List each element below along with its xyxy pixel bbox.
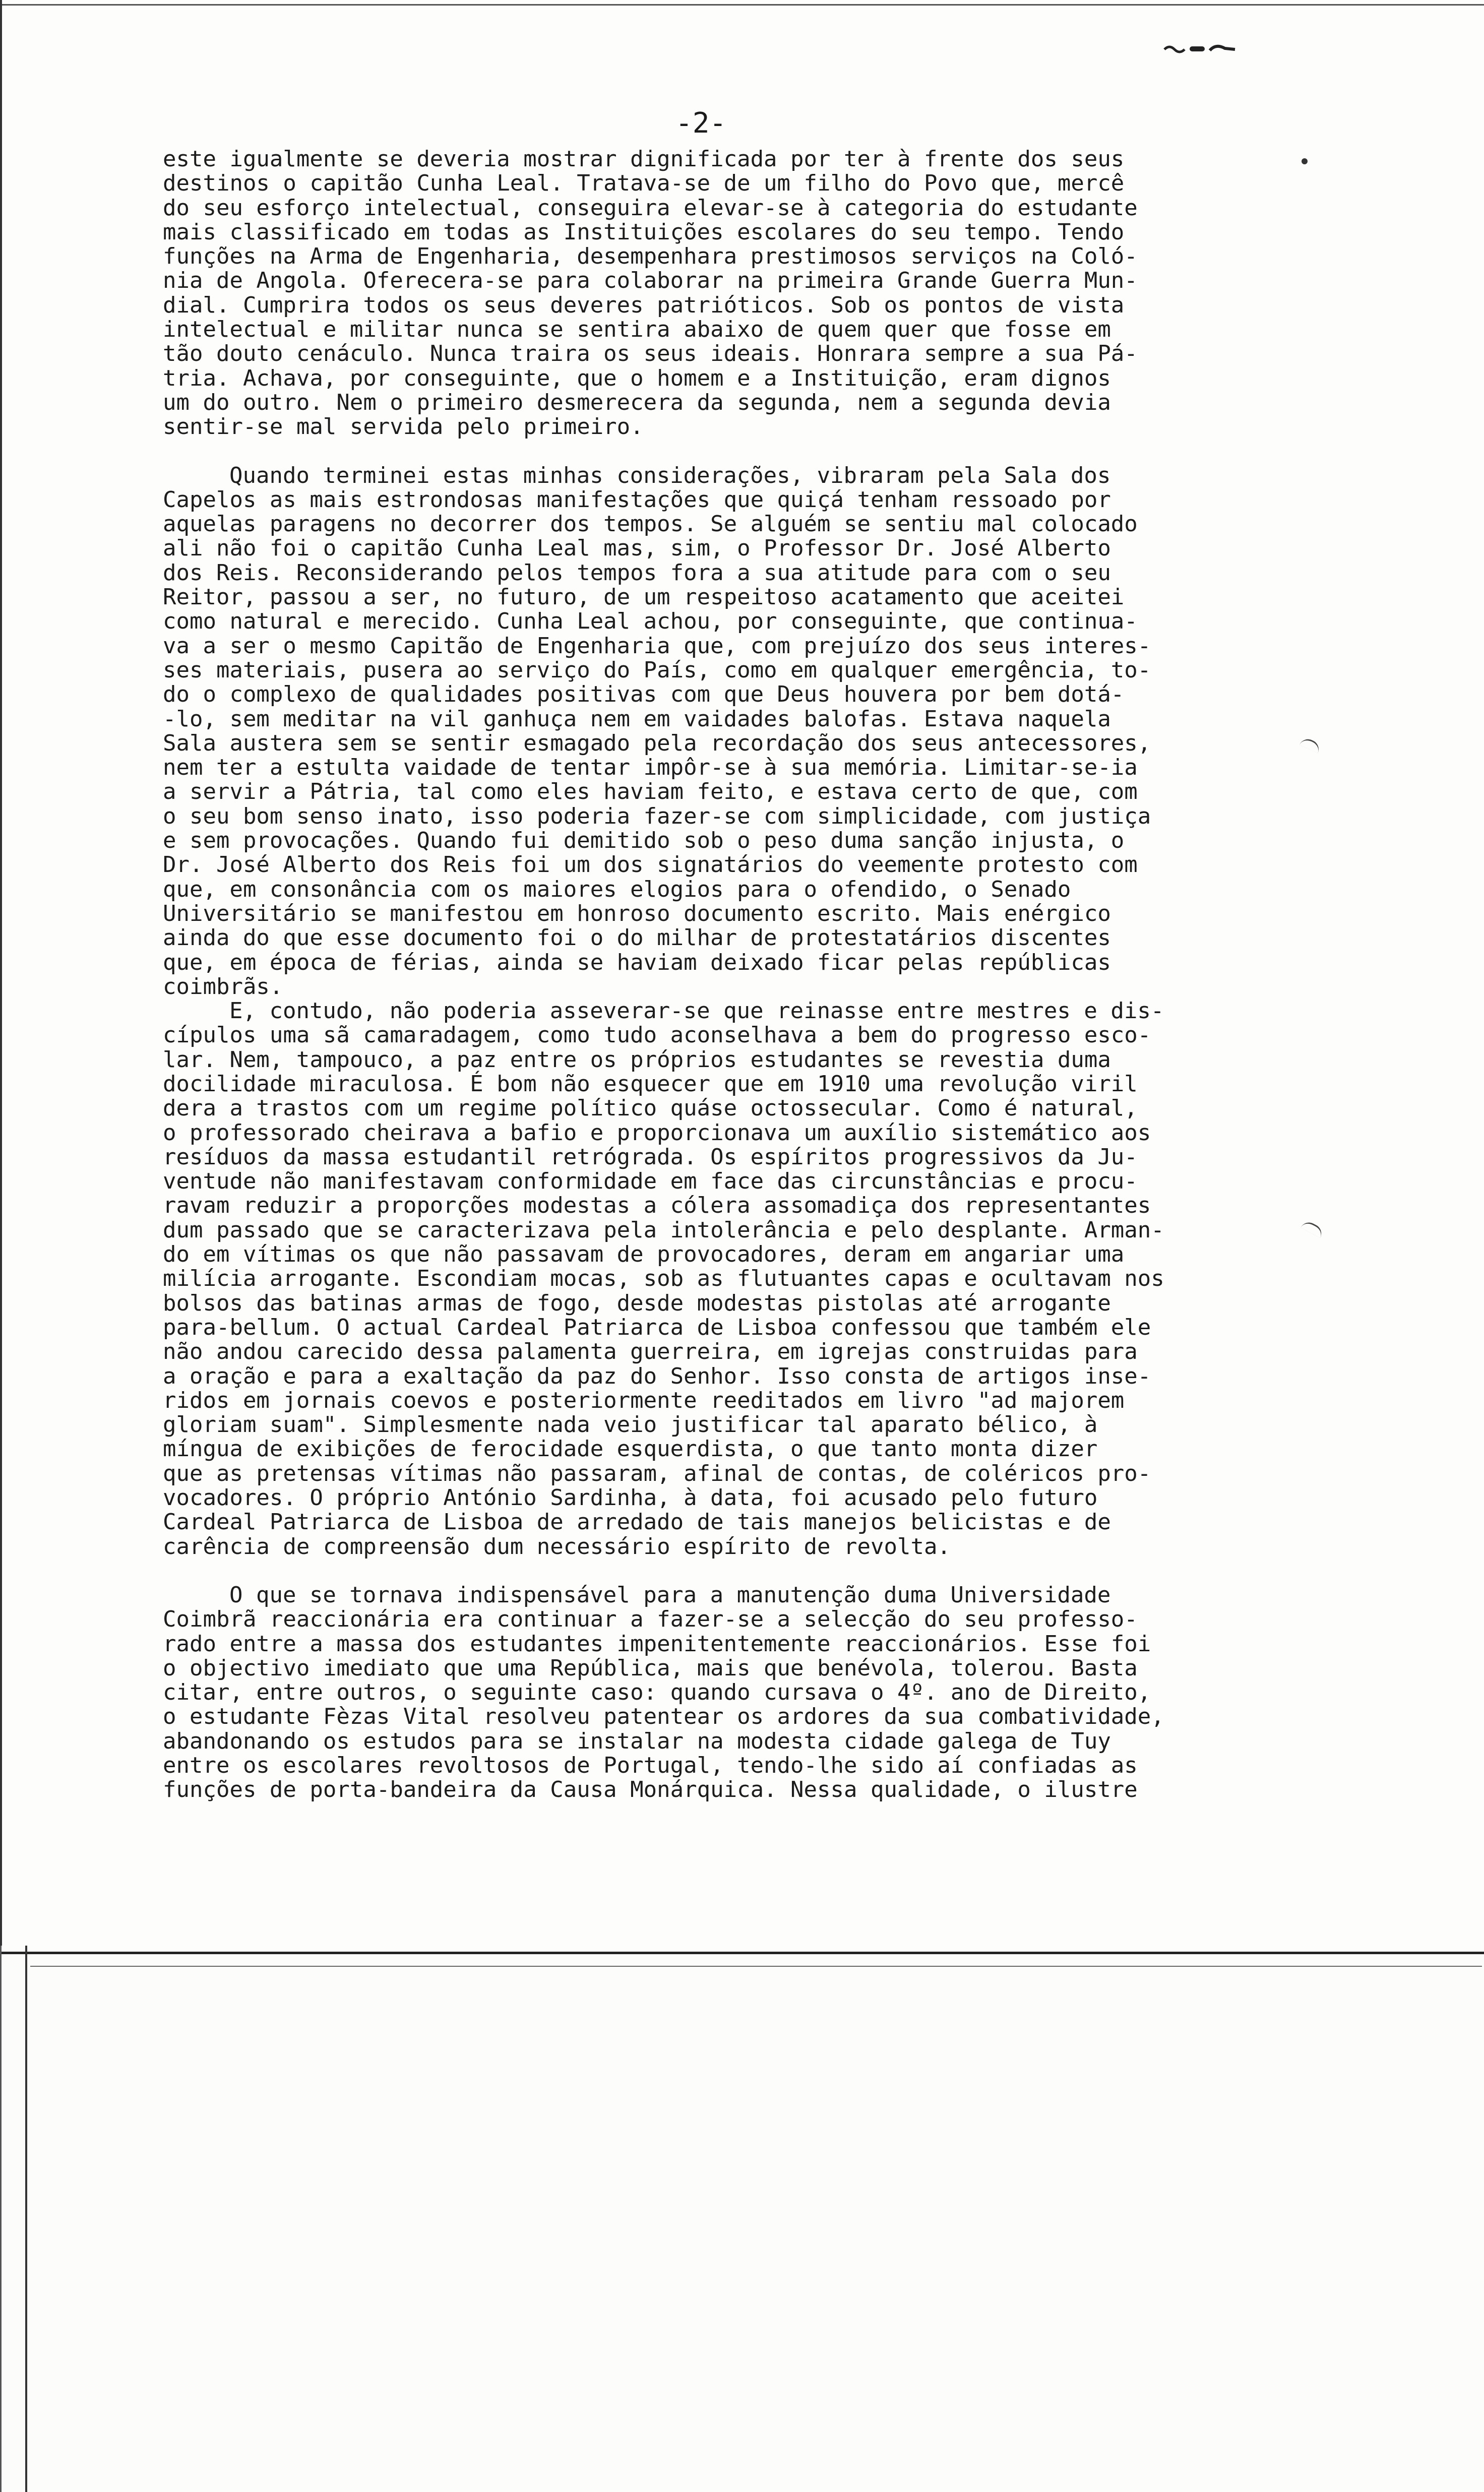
fold-left-outer-edge	[0, 1946, 2, 2492]
text-line: um do outro. Nem o primeiro desmerecera da segunda, nem a segunda devia	[163, 389, 1111, 415]
text-line: carência de compreensão dum necessário espírito de revolta.	[163, 1533, 951, 1560]
text-line: Cardeal Patriarca de Lisboa de arredado de tais manejos belicistas e de	[163, 1509, 1111, 1535]
text-line: O que se tornava indispensável para a manutenção duma Universidade	[229, 1582, 1111, 1608]
text-line: citar, entre outros, o seguinte caso: quando cursava o 4º. ano de Direito,	[163, 1679, 1151, 1706]
text-line: nia de Angola. Oferecera-se para colaborar na primeira Grande Guerra Mun-	[163, 268, 1138, 294]
folded-page-area	[0, 1950, 1484, 2492]
text-line: do seu esforço intelectual, conseguira elevar-se à categoria do estudante	[163, 195, 1138, 221]
text-line: ventude não manifestavam conformidade em face das circunstâncias e procu-	[163, 1168, 1138, 1195]
text-line: bolsos das batinas armas de fogo, desde modestas pistolas até arrogante	[163, 1290, 1111, 1316]
text-line: não andou carecido dessa palamenta guerreira, em igrejas construidas para	[163, 1339, 1138, 1365]
text-line: ainda do que esse documento foi o do milhar de protestatários discentes	[163, 925, 1111, 951]
text-line: milícia arrogante. Escondiam mocas, sob as flutuantes capas e ocultavam nos	[163, 1266, 1164, 1292]
text-line: este igualmente se deveria mostrar dignificada por ter à frente dos seus	[163, 146, 1125, 172]
text-line: ses materiais, pusera ao serviço do País, como em qualquer emergência, to-	[163, 657, 1151, 683]
text-line: Dr. José Alberto dos Reis foi um dos signatários do veemente protesto com	[163, 852, 1138, 878]
text-line: va a ser o mesmo Capitão de Engenharia que, com prejuízo dos seus interes-	[163, 633, 1151, 659]
text-line: dum passado que se caracterizava pela intolerância e pelo desplante. Arman-	[163, 1217, 1164, 1243]
text-line: dial. Cumprira todos os seus deveres patrióticos. Sob os pontos de vista	[163, 292, 1125, 318]
text-line: Capelos as mais estrondosas manifestações que quiçá tenham ressoado por	[163, 486, 1111, 513]
text-line: como natural e merecido. Cunha Leal achou, por conseguinte, que continua-	[163, 608, 1138, 635]
text-line: entre os escolares revoltosos de Portugal, tendo-lhe sido aí confiadas as	[163, 1753, 1138, 1778]
text-line: Universitário se manifestou em honroso documento escrito. Mais enérgico	[163, 900, 1111, 926]
margin-mark-icon	[1301, 1219, 1325, 1238]
text-line: nem ter a estulta vaidade de tentar impôr-se à sua memória. Limitar-se-ia	[163, 755, 1138, 781]
fold-left-edge	[25, 1946, 27, 2492]
paragraph	[163, 1583, 1282, 1802]
text-line: funções na Arma de Engenharia, desempenhara prestimosos serviços na Coló-	[163, 243, 1138, 270]
paragraph	[163, 464, 1282, 1000]
top-edge-rule	[0, 4, 1484, 6]
text-line: o professorado cheirava a bafio e proporcionava um auxílio sistemático aos	[163, 1119, 1151, 1146]
text-line: docilidade miraculosa. É bom não esquecer que em 1910 uma revolução viril	[163, 1071, 1138, 1097]
text-line: o estudante Fèzas Vital resolveu patentear os ardores da sua combatividade,	[163, 1704, 1164, 1730]
text-line: para-bellum. O actual Cardeal Patriarca de Lisboa confessou que também ele	[163, 1314, 1151, 1340]
text-line: que as pretensas vítimas não passaram, afinal de contas, de coléricos pro-	[163, 1460, 1151, 1486]
text-line: dera a trastos com um regime político quáse octossecular. Como é natural,	[163, 1095, 1138, 1122]
margin-mark-icon	[1300, 736, 1322, 753]
text-line: ravam reduzir a proporções modestas a cólera assomadiça dos representantes	[163, 1193, 1151, 1219]
text-line: tria. Achava, por conseguinte, que o homem e a Instituição, eram dignos	[163, 365, 1111, 391]
text-line: abandonando os estudos para se instalar na modesta cidade galega de Tuy	[163, 1728, 1111, 1754]
text-line: ali não foi o capitão Cunha Leal mas, sim, o Professor Dr. José Alberto	[163, 535, 1111, 562]
text-line: cípulos uma sã camaradagem, como tudo aconselhava a bem do progresso esco-	[163, 1022, 1151, 1048]
text-line: do o complexo de qualidades positivas com que Deus houvera por bem dotá-	[163, 681, 1125, 708]
text-line: míngua de exibições de ferocidade esquerdista, o que tanto monta dizer	[163, 1436, 1098, 1462]
text-line: rado entre a massa dos estudantes impenitentemente reaccionários. Esse foi	[163, 1631, 1151, 1657]
fold-edge-line	[0, 1952, 1484, 1954]
text-line: Sala austera sem se sentir esmagado pela recordação dos seus antecessores,	[163, 730, 1151, 756]
body-text	[163, 147, 1282, 1802]
page-number: -2-	[675, 107, 727, 140]
text-line: vocadores. O próprio António Sardinha, à data, foi acusado pelo futuro	[163, 1485, 1098, 1511]
text-line: -lo, sem meditar na vil ganhuça nem em vaidades balofas. Estava naquela	[163, 706, 1111, 732]
paragraph	[163, 999, 1282, 1559]
ink-mark-icon	[1159, 40, 1240, 55]
text-line: dos Reis. Reconsiderando pelos tempos fora a sua atitude para com o seu	[163, 559, 1111, 586]
ink-dot-icon	[1302, 158, 1308, 164]
text-line: coimbrãs.	[163, 973, 283, 1000]
paragraph	[163, 147, 1282, 440]
text-line: a oração e para a exaltação da paz do Senhor. Isso consta de artigos inse-	[163, 1363, 1151, 1389]
text-line: funções de porta-bandeira da Causa Monárquica. Nessa qualidade, o ilustre	[163, 1777, 1138, 1803]
text-line: Coimbrã reaccionária era continuar a fazer-se a selecção do seu professo-	[163, 1606, 1138, 1633]
text-line: Reitor, passou a ser, no futuro, de um respeitoso acatamento que aceitei	[163, 584, 1125, 610]
text-line: a servir a Pátria, tal como eles haviam feito, e estava certo de que, com	[163, 779, 1138, 805]
text-line: o objectivo imediato que uma República, mais que benévola, tolerou. Basta	[163, 1655, 1138, 1681]
text-line: gloriam suam". Simplesmente nada veio justificar tal aparato bélico, à	[163, 1412, 1098, 1438]
left-edge-rule	[0, 0, 2, 1946]
text-line: aquelas paragens no decorrer dos tempos. Se alguém se sentiu mal colocado	[163, 511, 1138, 537]
text-line: lar. Nem, tampouco, a paz entre os próprios estudantes se revestia duma	[163, 1046, 1111, 1073]
text-line: o seu bom senso inato, isso poderia fazer-se com simplicidade, com justiça	[163, 803, 1151, 829]
text-line: que, em época de férias, ainda se haviam deixado ficar pelas repúblicas	[163, 949, 1111, 975]
text-line: e sem provocações. Quando fui demitido sob o peso duma sanção injusta, o	[163, 828, 1125, 854]
text-line: do em vítimas os que não passavam de provocadores, deram em angariar uma	[163, 1241, 1125, 1268]
text-line: intelectual e militar nunca se sentira abaixo de quem quer que fosse em	[163, 317, 1111, 343]
text-line: Quando terminei estas minhas considerações, vibraram pela Sala dos	[229, 462, 1111, 488]
fold-inner-line	[30, 1966, 1482, 1967]
text-line: que, em consonância com os maiores elogios para o ofendido, o Senado	[163, 876, 1071, 902]
text-line: ridos em jornais coevos e posteriormente reeditados em livro "ad majorem	[163, 1387, 1125, 1413]
text-line: E, contudo, não poderia asseverar-se que reinasse entre mestres e dis-	[229, 998, 1164, 1024]
text-line: sentir-se mal servida pelo primeiro.	[163, 414, 644, 440]
text-line: mais classificado em todas as Instituições escolares do seu tempo. Tendo	[163, 219, 1125, 245]
text-line: resíduos da massa estudantil retrógrada. Os espíritos progressivos da Ju-	[163, 1144, 1138, 1170]
text-line: tão douto cenáculo. Nunca traira os seus ideais. Honrara sempre a sua Pá-	[163, 341, 1138, 367]
text-line: destinos o capitão Cunha Leal. Tratava-se de um filho do Povo que, mercê	[163, 170, 1125, 197]
